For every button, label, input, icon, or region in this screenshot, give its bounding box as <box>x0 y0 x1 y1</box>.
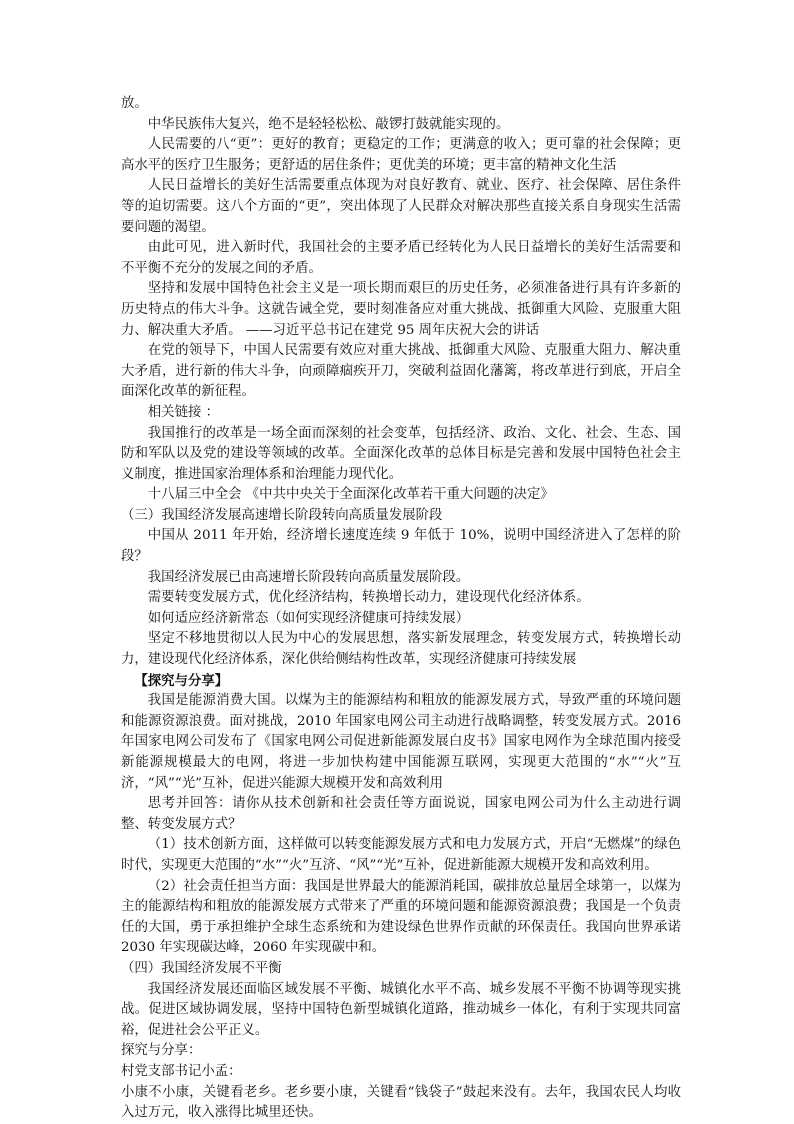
paragraph: 小康不小康，关键看老乡。老乡要小康，关键看“钱袋子”鼓起来没有。去年，我国农民人均收入过万元，收入涨得比城里还快。 <box>121 1084 681 1121</box>
paragraph: 我国经济发展还面临区域发展不平衡、城镇化水平不高、城乡发展不平衡不协调等现实挑战。促进区域协调发展，坚持中国特色新型城镇化道路，推动城乡一体化，有利于实现共同富裕，促进社会公平正义。 <box>121 981 681 1038</box>
paragraph: 村党支部书记小孟： <box>121 1063 242 1079</box>
paragraph: （2）社会责任担当方面：我国是世界最大的能源消耗国，碳排放总量居全球第一，以煤为主的能源结构和粗放的能源发展方式带来了严重的环境问题和能源资源浪费；我国是一个负责任的大国，勇于承担维护全球生态系统和为建设绿色世界作贡献的环保责任。我国向世界承诺 2030 年实现碳达峰，2060 年实现碳中和。 <box>121 878 681 956</box>
paragraph: 中国从 2011 年开始，经济增长速度连续 9 年低于 10%，说明中国经济进入了怎样的阶段？ <box>121 528 681 565</box>
paragraph: 如何适应经济新常态（如何实现经济健康可持续发展） <box>147 610 470 626</box>
paragraph: （四）我国经济发展不平衡 <box>121 960 282 976</box>
paragraph: 需要转变发展方式，优化经济结构，转换增长动力，建设现代化经济体系。 <box>147 590 590 606</box>
paragraph: 坚定不移地贯彻以人民为中心的发展思想，落实新发展理念，转变发展方式，转换增长动力，建设现代化经济体系，深化供给侧结构性改革，实现经济健康可持续发展 <box>121 631 681 668</box>
paragraph: 【探究与分享】 <box>134 672 229 689</box>
paragraph: 思考并回答：请你从技术创新和社会责任等方面说说，国家电网公司为什么主动进行调整、转变发展方式？ <box>121 796 681 832</box>
paragraph: （三）我国经济发展高速增长阶段转向高质量发展阶段 <box>121 507 443 523</box>
paragraph: 十八届三中全会 《中共中央关于全面深化改革若干重大问题的决定》 <box>147 487 554 503</box>
paragraph: （1）技术创新方面，这样做可以转变能源发展方式和电力发展方式，开启“无燃煤”的绿色时代，实现更大范围的“水”“火”互济、“风”“光”互补，促进新能源大规模开发和高效利用。 <box>121 837 681 873</box>
paragraph: 坚持和发展中国特色社会主义是一项长期而艰巨的历史任务，必须准备进行具有许多新的历史特点的伟大斗争。这就告诫全党，要时刻准备应对重大挑战、抵御重大风险、克服重大阻力、解决重大矛盾。 ——习近平总书记在建党 95 周年庆祝大会的讲话 <box>121 281 681 338</box>
paragraph: 由此可见，进入新时代，我国社会的主要矛盾已经转化为人民日益增长的美好生活需要和不平衡不充分的发展之间的矛盾。 <box>121 240 681 276</box>
paragraph: 人民日益增长的美好生活需要重点体现为对良好教育、就业、医疗、社会保障、居住条件等的迫切需要。这八个方面的“更”，突出体现了人民群众对解决那些直接关系自身现实生活需要问题的渴望。 <box>121 178 681 235</box>
paragraph: 相关链接 ： <box>147 404 220 420</box>
paragraph: 探究与分享： <box>121 1043 202 1059</box>
paragraph: 中华民族伟大复兴，绝不是轻轻松松、敲锣打鼓就能实现的。 <box>147 116 510 132</box>
paragraph: 在党的领导下，中国人民需要有效应对重大挑战、抵御重大风险、克服重大阻力、解决重大矛盾，进行新的伟大斗争，向顽障痼疾开刀，突破利益固化藩篱，将改革进行到底，开启全面深化改革的新征程。 <box>121 343 681 400</box>
paragraph: 我国推行的改革是一场全面而深刻的社会变革，包括经济、政治、文化、社会、生态、国防和军队以及党的建设等领域的改革。全面深化改革的总体目标是完善和发展中国特色社会主义制度，推进国家治理体系和治理能力现代化。 <box>121 425 681 482</box>
paragraph: 我国经济发展已由高速增长阶段转向高质量发展阶段。 <box>147 569 470 585</box>
paragraph: 人民需要的八“更”：更好的教育；更稳定的工作；更满意的收入；更可靠的社会保障；更高水平的医疗卫生服务；更舒适的居住条件；更优美的环境；更丰富的精神文化生活 <box>121 137 681 173</box>
document-body <box>121 94 681 1124</box>
paragraph: 我国是能源消费大国。以煤为主的能源结构和粗放的能源发展方式，导致严重的环境问题和能源资源浪费。面对挑战，2010 年国家电网公司主动进行战略调整，转变发展方式。2016 年国家电网公司发布了《国家电网公司促进新能源发展白皮书》国家电网作为全球范围内接受新能源规模最大的电网，将进一步加快构建中国能源互联网，实现更大范围的“水”“火”互济，“风”“光”互补，促进兴能源大规模开发和高效利用 <box>121 693 681 791</box>
paragraph: 放。 <box>121 96 148 111</box>
